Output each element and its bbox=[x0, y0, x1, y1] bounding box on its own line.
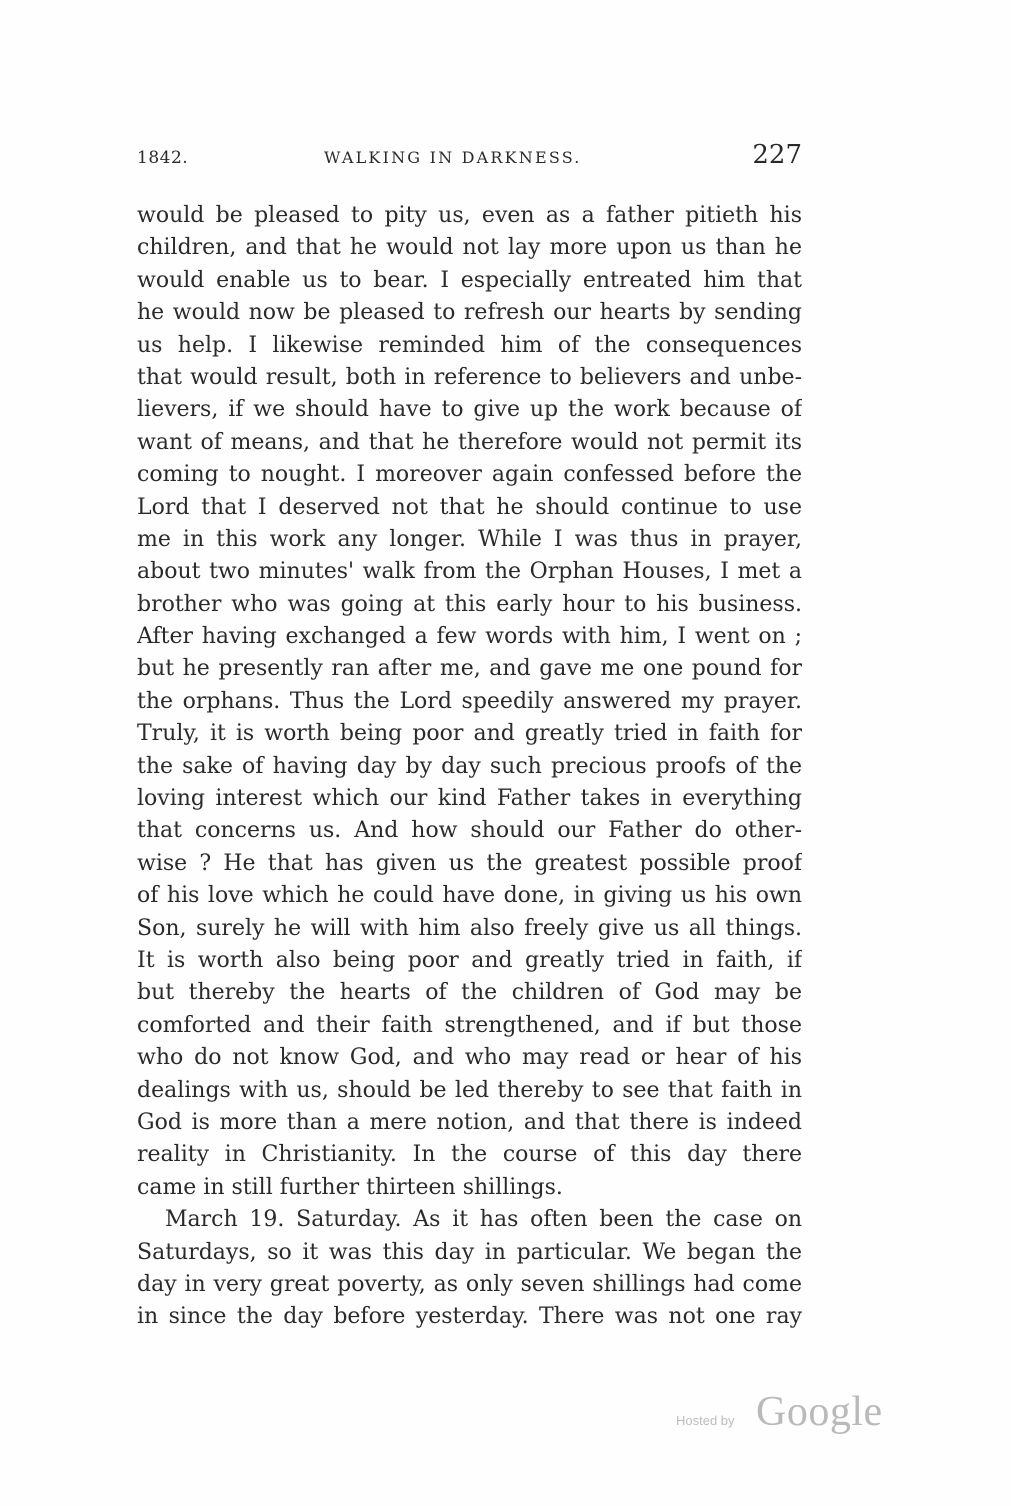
text-line: After having exchanged a few words with him, I went on ; bbox=[137, 624, 802, 650]
hosted-by-label: Hosted by bbox=[676, 1413, 735, 1428]
text-line: loving interest which our kind Father takes in everything bbox=[137, 786, 802, 812]
text-line: comforted and their faith strengthened, and if but those bbox=[137, 1012, 802, 1038]
text-line: in since the day before yesterday. There was not one ray bbox=[137, 1304, 802, 1330]
text-line: coming to nought. I moreover again confessed before the bbox=[137, 462, 802, 488]
text-line: the orphans. Thus the Lord speedily answered my prayer. bbox=[137, 688, 802, 714]
text-line: Saturdays, so it was this day in particular. We began the bbox=[137, 1239, 802, 1265]
text-line: would enable us to bear. I especially entreated him that bbox=[137, 267, 802, 293]
google-logo: Google bbox=[756, 1389, 883, 1435]
text-line: who do not know God, and who may read or hear of his bbox=[137, 1045, 802, 1071]
text-line: about two minutes' walk from the Orphan Houses, I met a bbox=[137, 559, 802, 585]
text-line: brother who was going at this early hour to his business. bbox=[137, 591, 802, 617]
text-line: us help. I likewise reminded him of the consequences bbox=[137, 332, 802, 358]
page-number: 227 bbox=[752, 140, 802, 170]
text-line: Truly, it is worth being poor and greatly tried in faith for bbox=[137, 721, 802, 747]
text-line: of his love which he could have done, in giving us his own bbox=[137, 883, 802, 909]
text-line: Son, surely he will with him also freely give us all things. bbox=[137, 915, 802, 941]
hosted-by-google-watermark bbox=[676, 1388, 886, 1444]
running-head-title: WALKING IN DARKNESS. bbox=[324, 148, 582, 167]
text-line: that would result, both in reference to believers and unbe- bbox=[137, 364, 802, 390]
text-line: God is more than a mere notion, and that there is indeed bbox=[137, 1109, 802, 1135]
text-line: came in still further thirteen shillings. bbox=[137, 1174, 563, 1200]
text-line: the sake of having day by day such precious proofs of the bbox=[137, 753, 802, 779]
text-line: dealings with us, should be led thereby to see that faith in bbox=[137, 1077, 802, 1103]
text-line: would be pleased to pity us, even as a father pitieth his bbox=[137, 203, 802, 228]
text-line: that concerns us. And how should our Father do other- bbox=[137, 818, 802, 844]
text-line: children, and that he would not lay more upon us than he bbox=[137, 235, 802, 261]
running-head bbox=[137, 140, 802, 180]
text-line: wise ? He that has given us the greatest possible proof bbox=[137, 850, 802, 876]
text-line: Lord that I deserved not that he should continue to use bbox=[137, 494, 802, 520]
text-line: March 19. Saturday. As it has often been the case on bbox=[165, 1207, 802, 1233]
text-line: lievers, if we should have to give up the work because of bbox=[137, 397, 802, 423]
body-text bbox=[137, 200, 802, 1334]
text-line: It is worth also being poor and greatly tried in faith, if bbox=[137, 947, 802, 973]
text-line: me in this work any longer. While I was thus in prayer, bbox=[137, 526, 802, 552]
text-line: want of means, and that he therefore would not permit its bbox=[137, 429, 802, 455]
text-line: reality in Christianity. In the course of this day there bbox=[137, 1142, 802, 1168]
running-head-year: 1842. bbox=[137, 148, 189, 168]
text-line: but thereby the hearts of the children of God may be bbox=[137, 980, 802, 1006]
text-line: but he presently ran after me, and gave me one pound for bbox=[137, 656, 802, 682]
text-line: he would now be pleased to refresh our hearts by sending bbox=[137, 300, 802, 326]
text-line: day in very great poverty, as only seven shillings had come bbox=[137, 1271, 802, 1297]
